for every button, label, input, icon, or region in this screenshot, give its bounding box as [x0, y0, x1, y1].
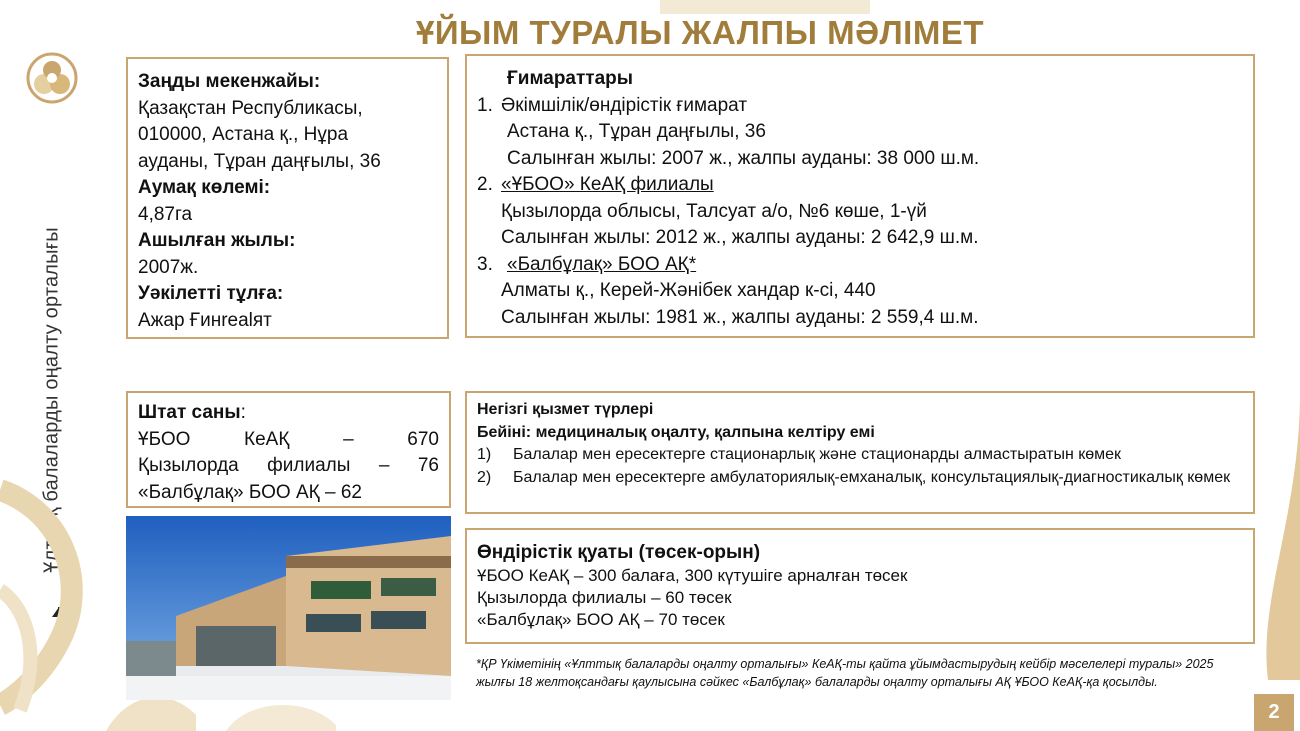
decorative-shape-right: [1258, 400, 1300, 680]
address-line: ауданы, Тұран даңғылы, 36: [138, 150, 381, 172]
capacity-line: ҰБОО КеАҚ – 300 балаға, 300 күтушіге арналған төсек: [477, 566, 908, 585]
footnote: *ҚР Үкіметінің «Ұлттық балаларды оңалту орталығы» КеАҚ-ты қайта ұйымдастырудың кейбір мәселелері туралы» 2025 жылғы 18 желтоқсандағы қаулысына сәйкес «Балбұлақ» балаларды оңалту орталығы АҚ ҰБОО КеАҚ-қа қосылды.: [476, 657, 1214, 689]
sidebar-vertical-title: Ұлттық балаларды оңалту орталығы: [40, 227, 63, 573]
building-name: «Балбұлақ» БОО АҚ*: [507, 253, 697, 275]
staff-row: [138, 427, 439, 454]
info-box: [126, 57, 449, 339]
services-box: [465, 391, 1255, 514]
staff-row: [138, 453, 439, 480]
building-item: [477, 93, 1243, 120]
building-item: [477, 172, 1243, 199]
service-item: [477, 467, 1243, 490]
building-photo: [126, 516, 451, 700]
staff-cell: 76: [417, 455, 439, 476]
staff-cell: 670: [407, 428, 439, 450]
decorative-shape-top: [660, 0, 870, 14]
buildings-box: [465, 54, 1255, 338]
capacity-heading: Өндірістік қуаты (төсек-орын): [477, 542, 761, 563]
staff-cell: –: [343, 428, 354, 450]
staff-row: «Балбұлақ» БОО АҚ – 62: [138, 481, 362, 503]
service-number: 1): [477, 446, 492, 463]
building-number: 2.: [477, 174, 493, 195]
building-details: Салынған жылы: 2007 ж., жалпы ауданы: 38 000 ш.м.: [507, 147, 980, 169]
building-number: 3.: [477, 253, 493, 275]
staff-cell: Қызылорда: [138, 455, 239, 476]
capacity-line: Қызылорда филиалы – 60 төсек: [477, 588, 732, 607]
year-value: 2007ж.: [138, 256, 199, 278]
building-item: [477, 252, 1243, 279]
staff-cell: филиалы: [267, 455, 351, 476]
year-label: Ашылған жылы:: [138, 230, 296, 251]
capacity-line: «Балбұлақ» БОО АҚ – 70 төсек: [477, 610, 725, 629]
services-heading: Негізгі қызмет түрлері: [477, 401, 654, 418]
arrow-up-icon: [58, 607, 60, 637]
address-label: Заңды мекенжайы:: [138, 71, 321, 92]
service-number: 2): [477, 468, 492, 486]
building-number: 1.: [477, 94, 493, 116]
building-details: Салынған жылы: 1981 ж., жалпы ауданы: 2 559,4 ш.м.: [501, 306, 979, 328]
staff-cell: КеАҚ: [244, 428, 290, 450]
staff-label-colon: :: [240, 402, 246, 423]
building-name: «ҰБОО» КеАҚ филиалы: [501, 174, 714, 195]
service-text: Балалар мен ересектерге стационарлық және стационарды алмастыратын көмек: [513, 446, 1122, 463]
page-number: 2: [1254, 694, 1294, 731]
building-address: Астана қ., Тұран даңғылы, 36: [507, 121, 766, 142]
building-address: Алматы қ., Керей-Жәнібек хандар к-сі, 440: [501, 280, 876, 301]
org-logo-icon: [26, 52, 78, 104]
page-title: ҰЙЫМ ТУРАЛЫ ЖАЛПЫ МӘЛІМЕТ: [415, 14, 985, 51]
building-details: Салынған жылы: 2012 ж., жалпы ауданы: 2 642,9 ш.м.: [501, 227, 979, 248]
staff-label-line: [138, 400, 439, 427]
buildings-heading: Ғимараттары: [507, 68, 634, 89]
address-line: 010000, Астана қ., Нұра: [138, 124, 349, 145]
building-name: Әкімшілік/өндірістік ғимарат: [501, 94, 748, 116]
person-value: Ажар Ғинrealят: [138, 309, 272, 331]
sidebar: [0, 0, 106, 731]
staff-cell: ҰБОО: [138, 428, 191, 450]
staff-cell: –: [378, 455, 390, 476]
staff-box: [126, 391, 451, 508]
area-value: 4,87га: [138, 203, 193, 225]
capacity-box: [465, 528, 1255, 644]
address-line: Қазақстан Республикасы,: [138, 97, 363, 119]
area-label: Аумақ көлемі:: [138, 177, 271, 198]
person-label: Уәкілетті тұлға:: [138, 283, 284, 304]
service-item: [477, 444, 1243, 467]
staff-label: Штат саны: [138, 402, 241, 423]
building-address: Қызылорда облысы, Талсуат а/о, №6 көше, 1-үй: [501, 200, 927, 222]
services-profile: Бейіні: медициналық оңалту, қалпына келтіру емі: [477, 423, 875, 441]
service-text: Балалар мен ересектерге амбулаториялық-емханалық, консультациялық-диагностикалық көмек: [513, 468, 1231, 486]
